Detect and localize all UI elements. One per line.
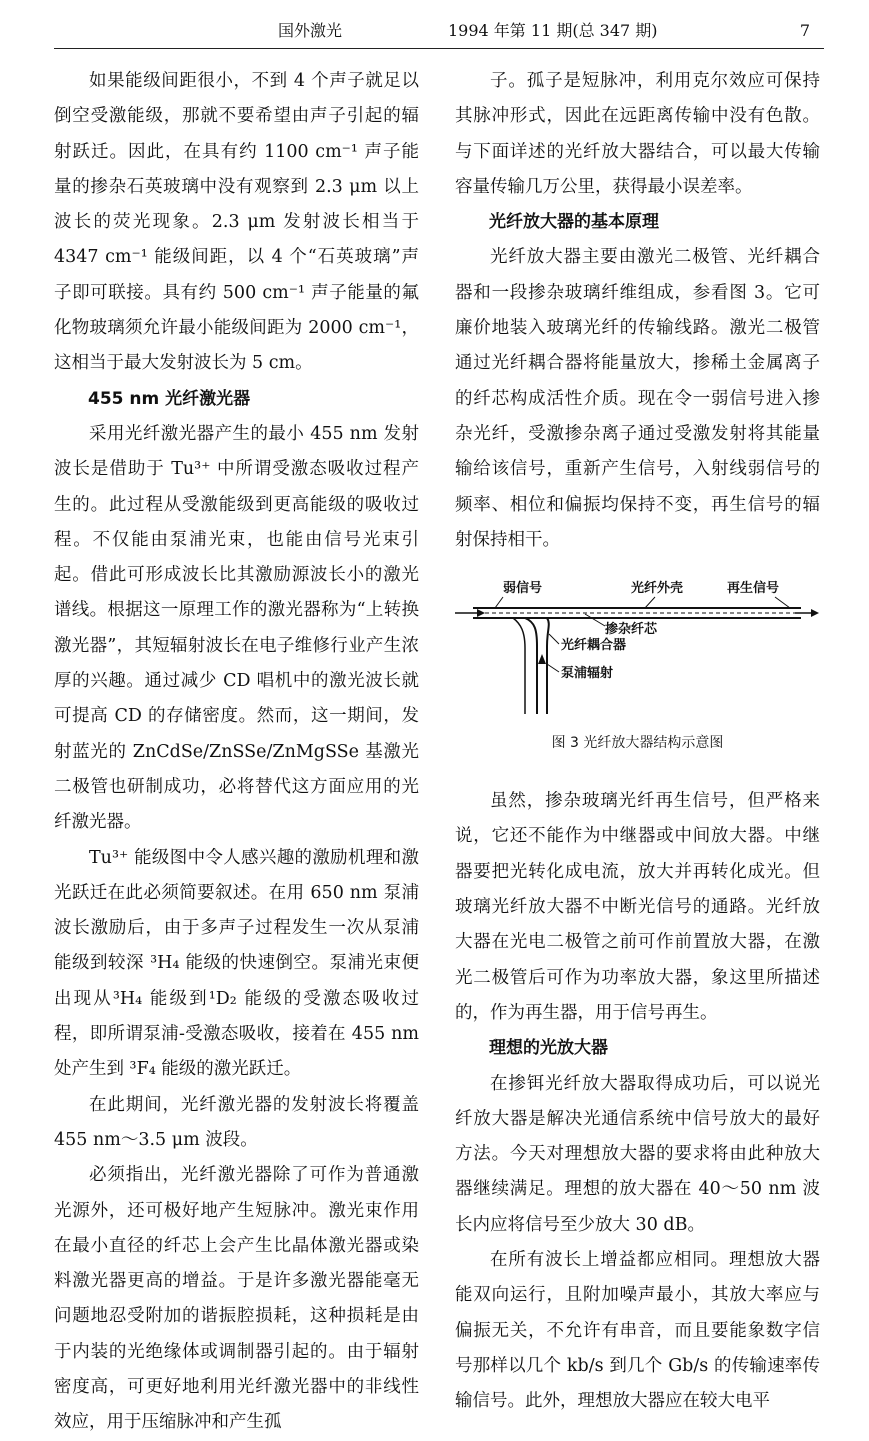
coupler-inner-fiber: [547, 618, 549, 714]
label-doped-core: 掺杂纤芯: [605, 622, 658, 638]
leader-pump: [547, 664, 559, 672]
weak-signal-arrowhead: [477, 609, 485, 617]
paragraph: 必须指出，光纤激光器除了可作为普通激光源外，还可极好地产生短脉冲。激光束作用在最小直径的纤芯上会产生比晶体激光器或染料激光器更高的增益。于是许多激光器能毫无问题地忍受附加的谐振腔损耗，这种损耗是由于内装的光绝缘体或调制器引起的。由于辐射密度高，可更好地利用光纤激光器中的非线性效应，用于压缩脉冲和产生孤: [54, 1165, 419, 1433]
paragraph: 在掺铒光纤放大器取得成功后，可以说光纤放大器是解决光通信系统中信号放大的最好方法。今天对理想放大器的要求将由此种放大器继续满足。理想的放大器在 40～50 nm 波长内应将信号至少放大 30 dB。: [455, 1073, 820, 1235]
section-heading-amplifier-principle: 光纤放大器的基本原理: [489, 212, 659, 233]
paragraph: 采用光纤激光器产生的最小 455 nm 发射波长是借助于 Tu³⁺ 中所谓受激态吸收过程产生的。此过程从受激能级到更高能级的吸收过程。不仅能由泵浦光束，也能由信号光束引起。借此可形成波长比其激励源波长小的激光谱线。根据这一原理工作的激光器称为“上转换激光器”，其短辐射波长在电子维修行业产生浓厚的兴趣。通过减少 CD 唱机中的激光波长就可提高 CD 的存储密度。然而，这一期间，发射蓝光的 ZnCdSe/ZnSSe/ZnMgSSe 基激光二极管也研制成功，必将替代这方面应用的光纤激光器。: [54, 423, 419, 833]
page-number: 7: [799, 21, 810, 40]
page-header: [54, 14, 824, 49]
leader-coupler: [549, 634, 559, 644]
coupler-outer-fiber: [525, 618, 537, 714]
label-pump-radiation: 泵浦辐射: [561, 666, 614, 682]
leader-doped-core: [585, 614, 605, 626]
journal-name: 国外激光: [278, 21, 343, 40]
paragraph: 如果能级间距很小，不到 4 个声子就足以倒空受激能级，那就不要希望由声子引起的辐射跃迁。因此，在具有约 1100 cm⁻¹ 声子能量的掺杂石英玻璃中没有观察到 2.3 μm 以上波长的荧光现象。2.3 μm 发射波长相当于 4347 cm⁻¹ 能级间距，以 4 个“石英玻璃”声子即可联接。具有约 500 cm⁻¹ 声子能量的氟化物玻璃须允许最小能级间距为 2000 cm⁻¹，这相当于最大发射波长为 5 cm。: [54, 71, 419, 374]
paragraph: 光纤放大器主要由激光二极管、光纤耦合器和一段掺杂玻璃纤维组成，参看图 3。它可廉价地装入玻璃光纤的传输线路。激光二极管通过光纤耦合器将能量放大，掺稀土金属离子的纤芯构成活性介质。现在令一弱信号进入掺杂光纤，受激掺杂离子通过受激发射将其能量输给该信号，重新产生信号，入射线弱信号的频率、相位和偏振均保持不变，再生信号的辐射保持相干。: [455, 247, 820, 550]
label-fiber-coupler: 光纤耦合器: [561, 638, 627, 654]
label-fiber-cladding: 光纤外壳: [631, 581, 684, 597]
label-weak-signal: 弱信号: [503, 581, 543, 597]
paragraph: Tu³⁺ 能级图中令人感兴趣的激励机理和激光跃迁在此必须简要叙述。在用 650 nm 泵浦波长激励后，由于多声子过程发生一次从泵浦能级到较深 ³H₄ 能级的快速倒空。泵浦光束便出现从³H₄ 能级到¹D₂ 能级的受激态吸收过程，即所谓泵浦-受激态吸收，接着在 455 nm 处产生到 ³F₄ 能级的激光跃迁。: [54, 847, 419, 1080]
paragraph: 在所有波长上增益都应相同。理想放大器能双向运行，且附加噪声最小，其放大率应与偏振无关，不允许有串音，而且要能象数字信号那样以几个 kb/s 到几个 Gb/s 的传输速率传输信号。此外，理想放大器应在较大电平: [455, 1250, 820, 1412]
paragraph: 虽然，掺杂玻璃光纤再生信号，但严格来说，它还不能作为中继器或中间放大器。中继器要把光转化成电流，放大并再转化成光。但玻璃光纤放大器不中断光信号的通路。光纤放大器在光电二极管之前可作前置放大器，在激光二极管后可作为功率放大器，象这里所描述的，作为再生器，用于信号再生。: [455, 791, 820, 1023]
figure-3-fiber-amplifier-diagram: [455, 564, 820, 764]
figure-caption: 图 3 光纤放大器结构示意图: [551, 735, 724, 752]
right-column: [455, 64, 820, 1420]
leader-weak-signal: [495, 597, 503, 608]
leader-regen-signal: [775, 597, 790, 608]
issue-info: 1994 年第 11 期(总 347 期): [448, 21, 658, 40]
left-column: [54, 64, 419, 1441]
leader-cladding: [645, 597, 655, 608]
label-regenerated-signal: 再生信号: [727, 581, 780, 597]
section-heading-455nm-fiber-laser: 455 nm 光纤激光器: [88, 388, 251, 409]
pump-arrowhead: [538, 654, 546, 664]
section-heading-ideal-amplifier: 理想的光放大器: [489, 1038, 608, 1059]
regen-signal-arrowhead: [811, 609, 819, 617]
coupler-side-fiber: [513, 618, 525, 714]
paragraph: 子。孤子是短脉冲，利用克尔效应可保持其脉冲形式，因此在远距离传输中没有色散。与下面详述的光纤放大器结合，可以最大传输容量传输几万公里，获得最小误差率。: [455, 71, 820, 197]
paragraph: 在此期间，光纤激光器的发射波长将覆盖 455 nm～3.5 μm 波段。: [54, 1094, 419, 1150]
